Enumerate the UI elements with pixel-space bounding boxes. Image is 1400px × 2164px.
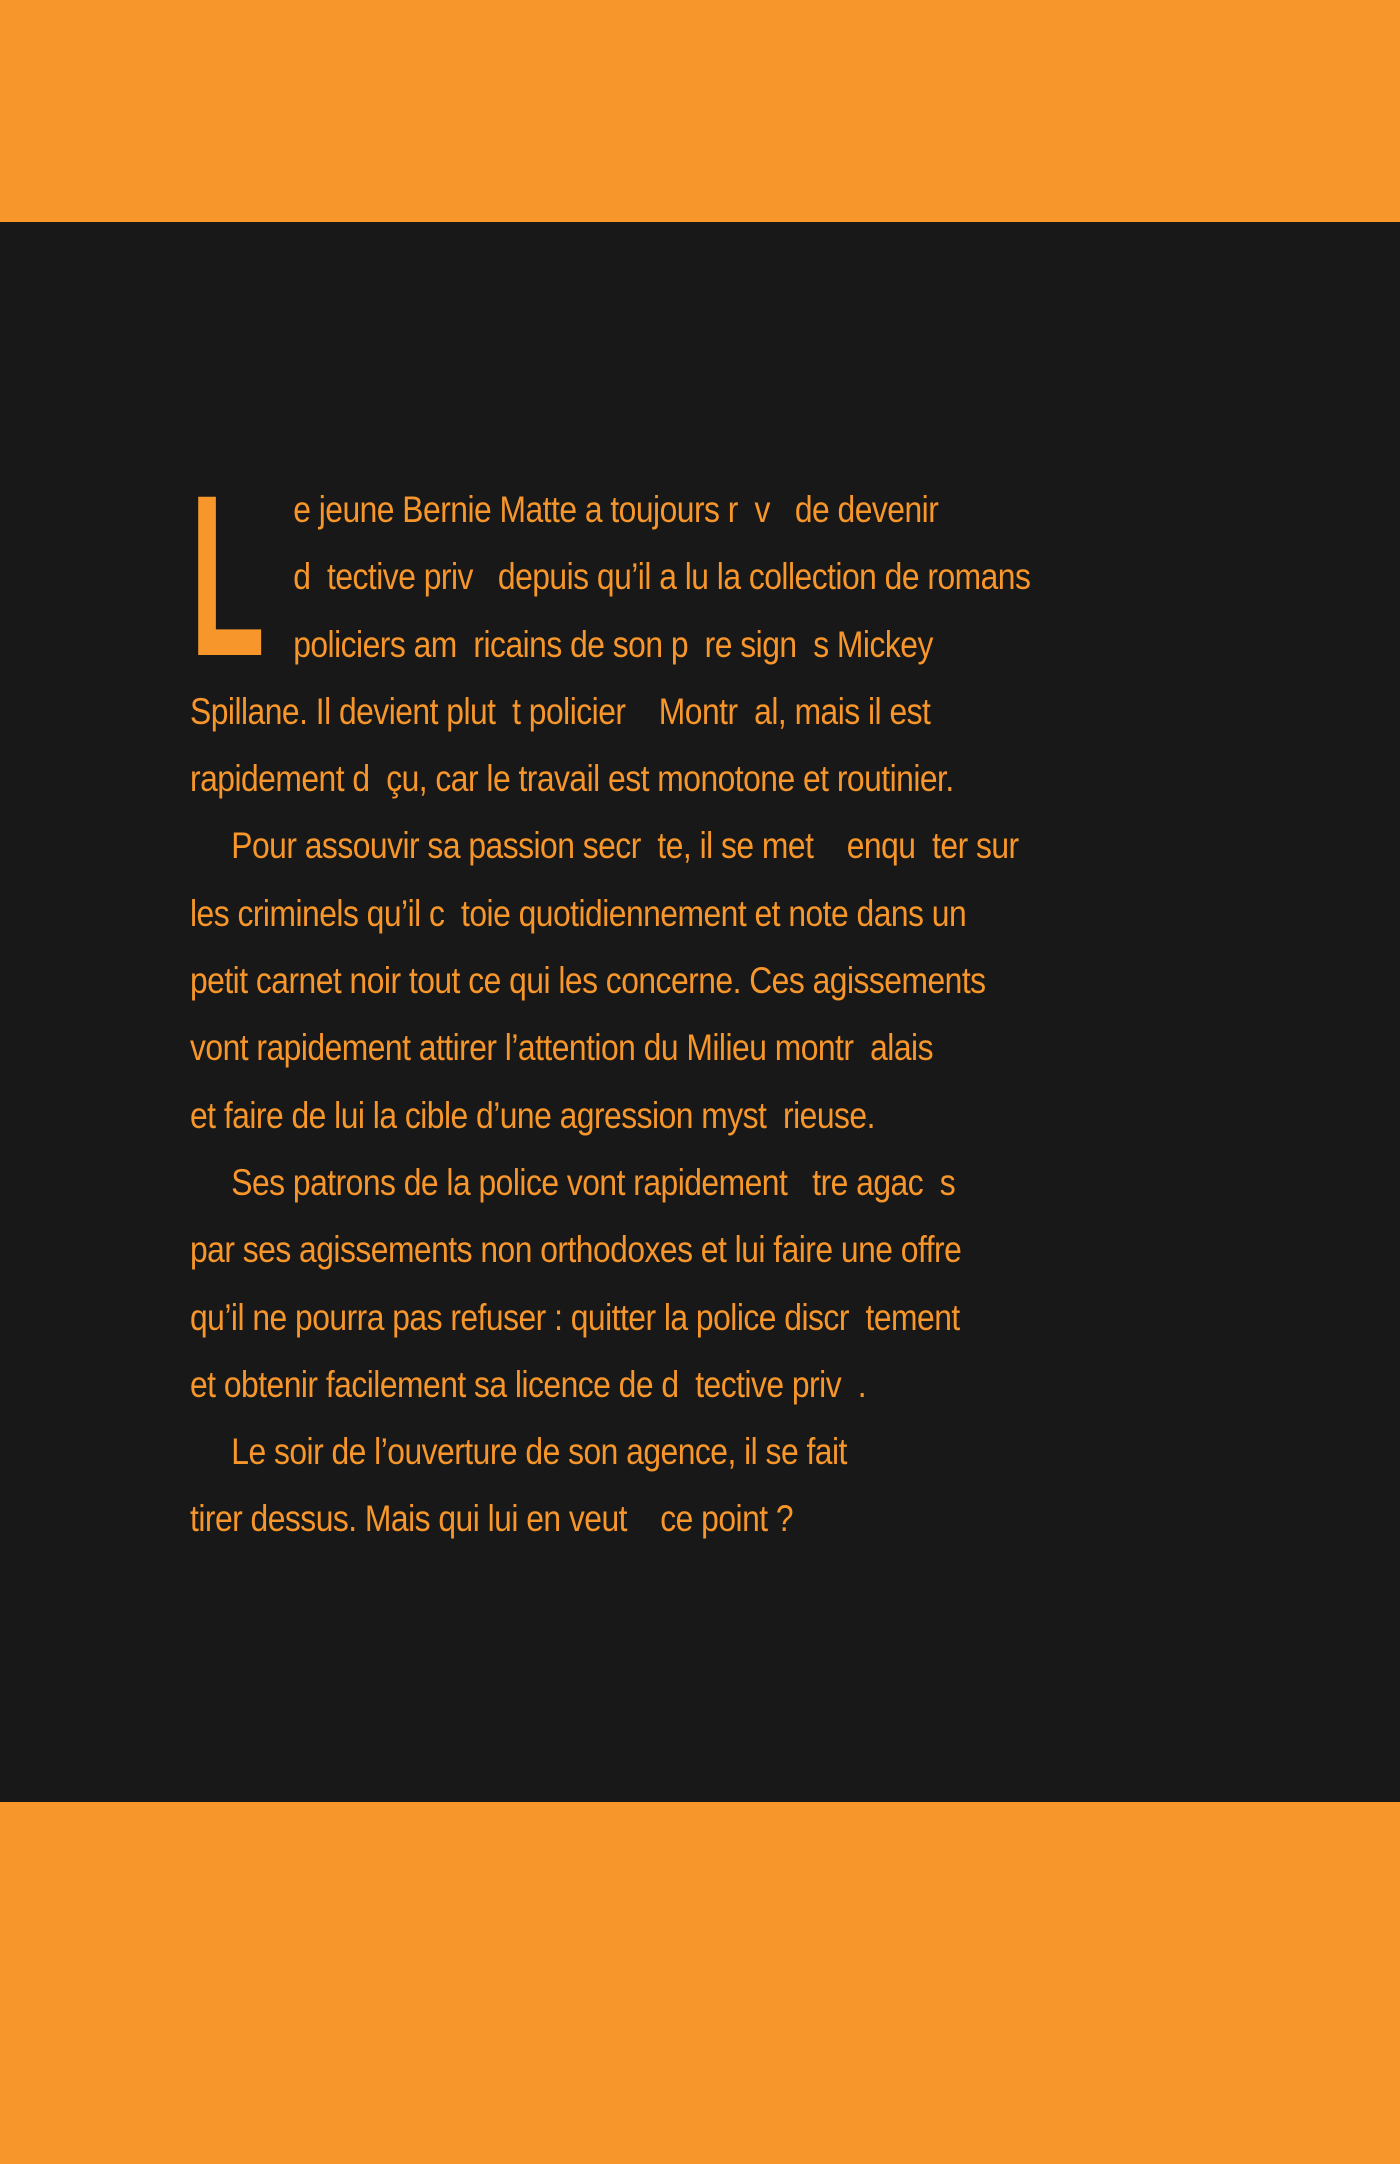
blurb-line: e jeune Bernie Matte a toujours r v de devenir (293, 489, 939, 530)
paragraph-4 (190, 1418, 1084, 1553)
blurb-line: les criminels qu’il c toie quotidiennement et note dans un (190, 892, 967, 934)
blurb-line: d tective priv depuis qu’il a lu la collection de romans (293, 556, 1031, 598)
blurb-line: rapidement d çu, car le travail est monotone et routinier. (190, 758, 954, 800)
bottom-orange-band (0, 1802, 1400, 2164)
paragraph-2 (190, 812, 1084, 1148)
blurb-line: Pour assouvir sa passion secr te, il se met enqu ter sur (231, 825, 1019, 867)
drop-cap-letter: L (190, 447, 265, 704)
blurb-line: Spillane. Il devient plut t policier Montr al, mais il est (190, 690, 931, 732)
blurb-line: Le soir de l’ouverture de son agence, il se fait (231, 1431, 847, 1473)
blurb-line: policiers am ricains de son p re sign s Mickey (293, 623, 933, 665)
blurb-line: par ses agissements non orthodoxes et lui faire une offre (190, 1229, 962, 1271)
blurb-line: Ses patrons de la police vont rapidement tre agac s (231, 1161, 956, 1203)
blurb-line: qu’il ne pourra pas refuser : quitter la police discr tement (190, 1296, 960, 1338)
paragraph-3 (190, 1149, 1084, 1418)
blurb-line: et obtenir facilement sa licence de d tective priv . (190, 1363, 867, 1405)
blurb-line: petit carnet noir tout ce qui les concerne. Ces agissements (190, 960, 986, 1002)
paragraph-1 (190, 447, 1084, 812)
blurb-line: tirer dessus. Mais qui lui en veut ce point ? (190, 1498, 794, 1540)
top-orange-band (0, 0, 1400, 222)
blurb-line: et faire de lui la cible d’une agression myst rieuse. (190, 1094, 875, 1136)
back-cover-blurb (190, 447, 1084, 1553)
blurb-line: vont rapidement attirer l’attention du Milieu montr alais (190, 1027, 933, 1069)
